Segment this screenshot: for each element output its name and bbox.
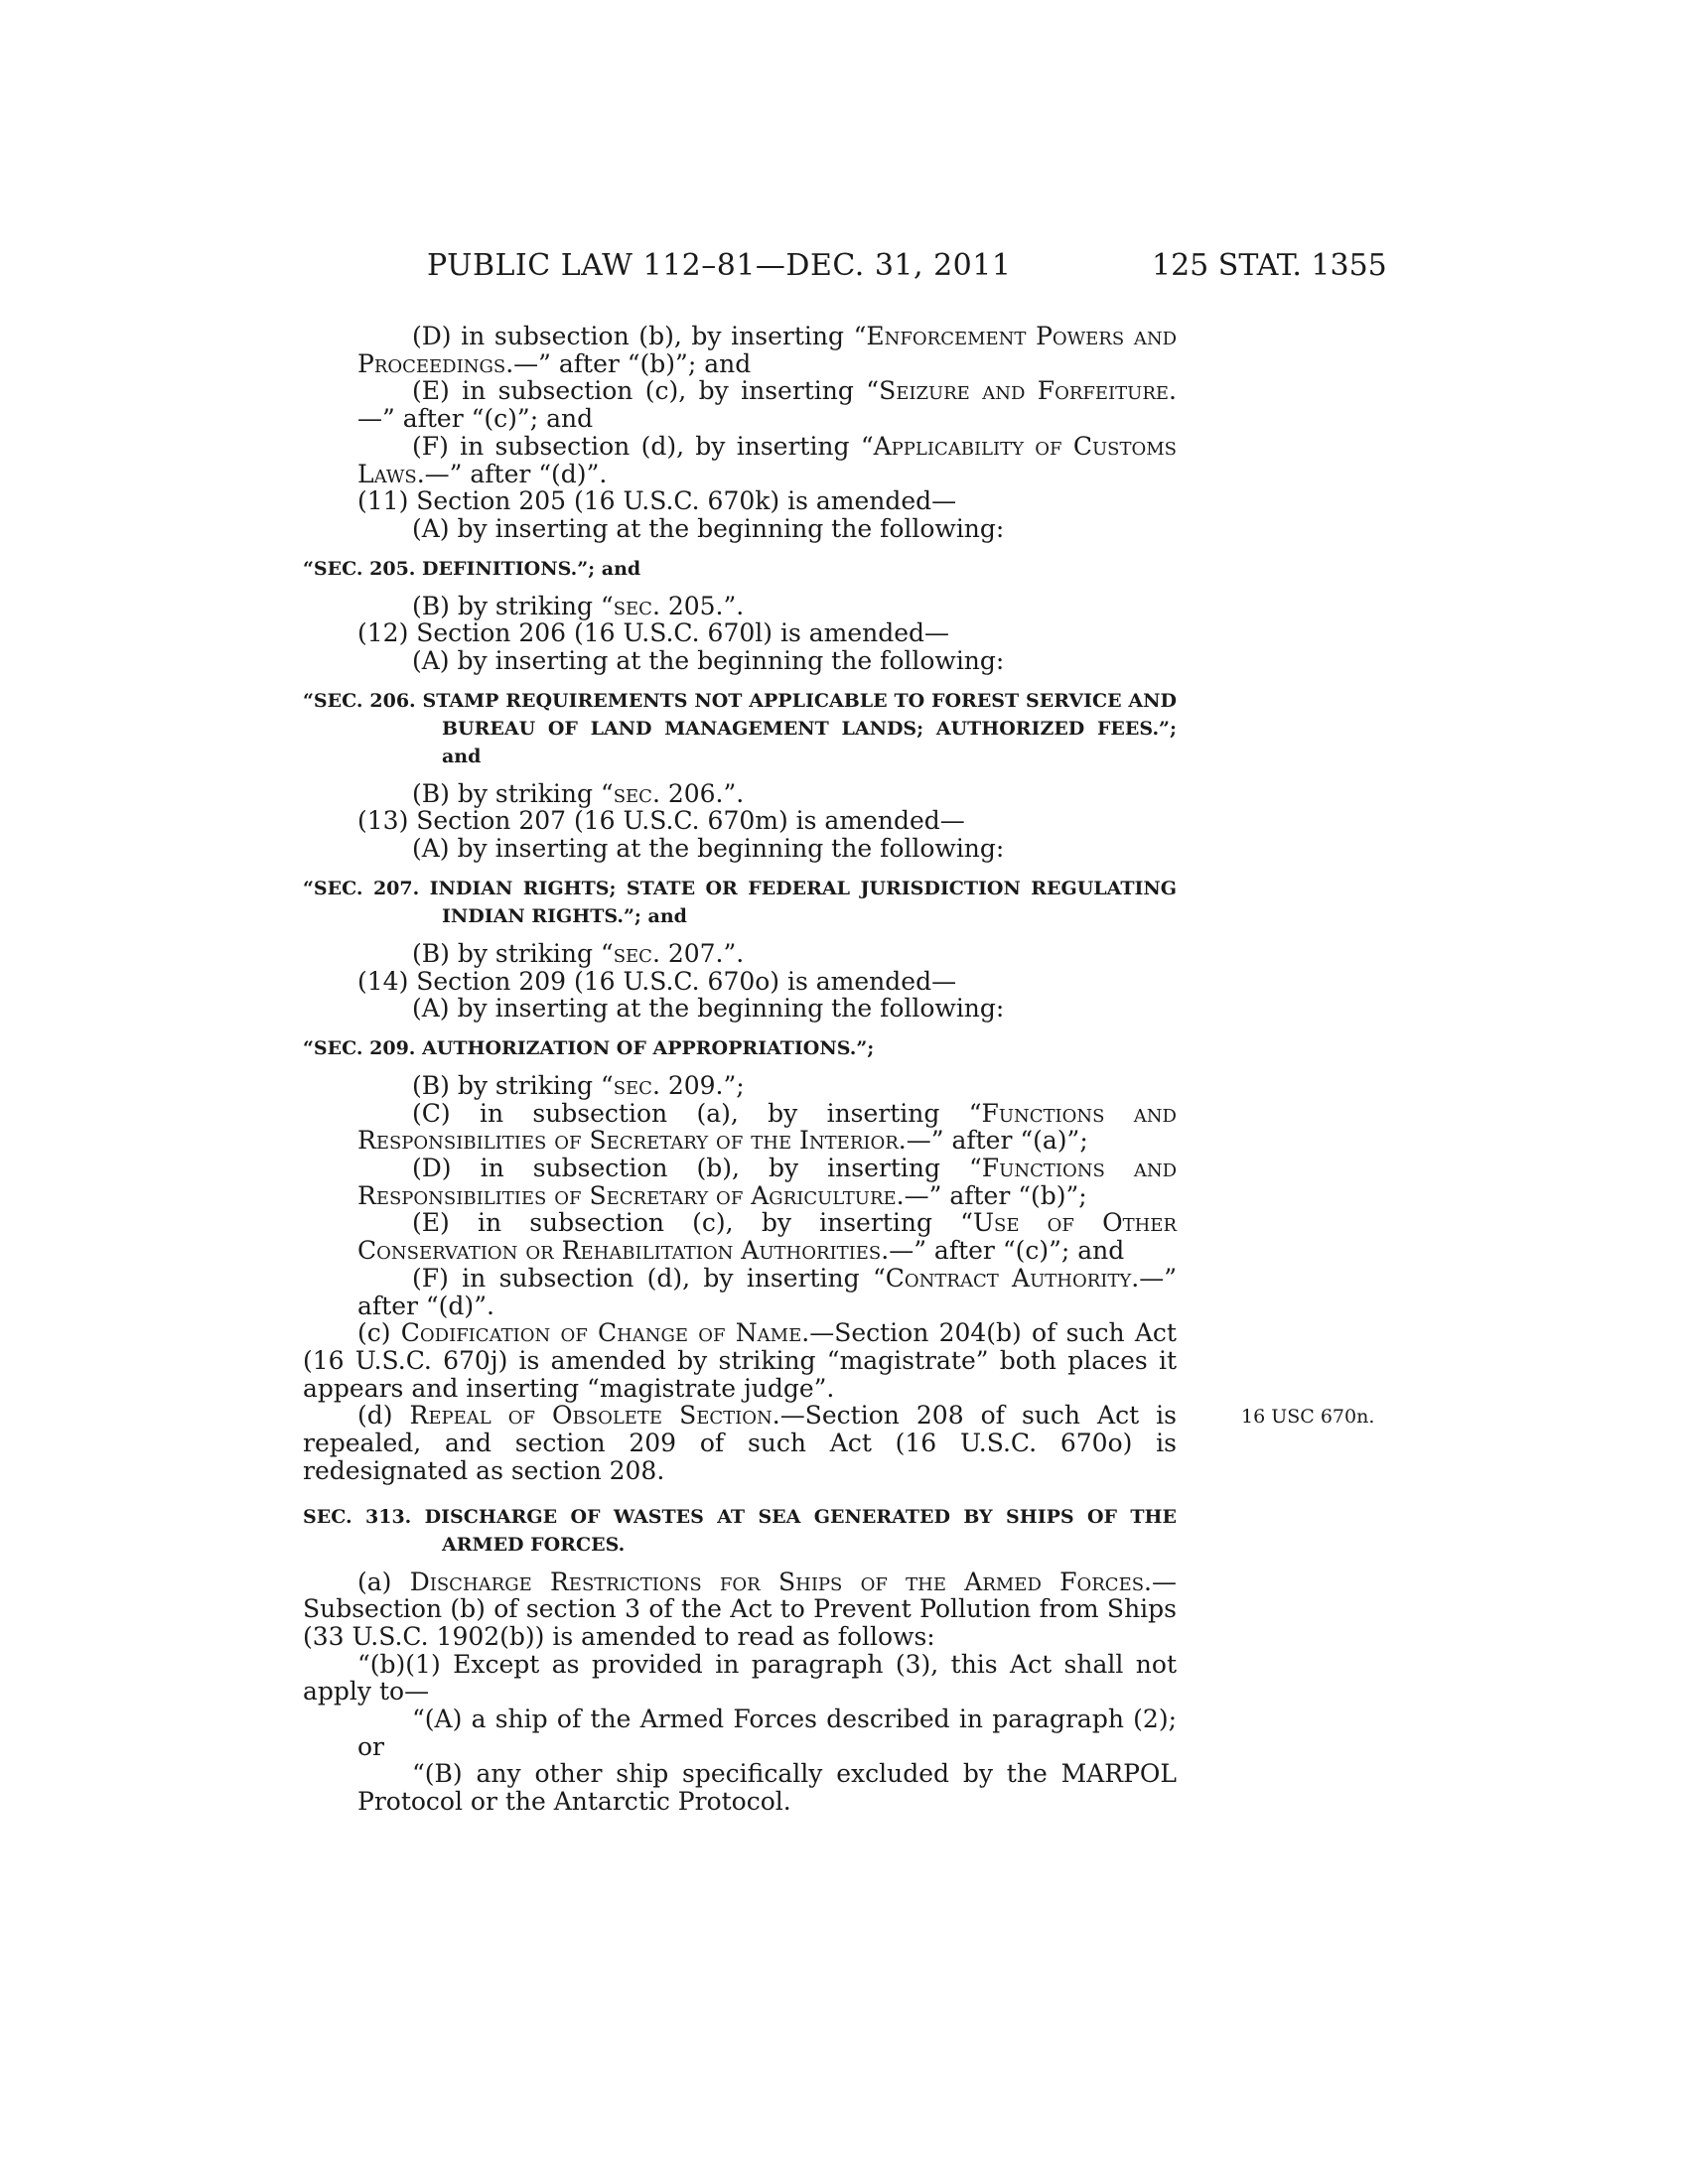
paragraph: (D) in subsection (b), by inserting “Enforcement Powers and Proceedings.—” after “(b)”; and <box>357 322 1177 378</box>
paragraph: (A) by inserting at the beginning the following: <box>412 834 1005 864</box>
section-heading: “SEC. 206. STAMP REQUIREMENTS NOT APPLICABLE TO FOREST SERVICE AND BUREAU OF LAND MANAGEMENT LANDS; AUTHORIZED FEES.”; and <box>303 689 1177 767</box>
paragraph: “(A) a ship of the Armed Forces described in paragraph (2); or <box>357 1705 1177 1761</box>
paragraph: (B) by striking “sec. 206.”. <box>412 778 745 808</box>
paragraph: (E) in subsection (c), by inserting “Seizure and Forfeiture.—” after “(c)”; and <box>357 376 1177 434</box>
paragraph: (12) Section 206 (16 U.S.C. 670l) is amended— <box>357 618 950 648</box>
paragraph: (A) by inserting at the beginning the following: <box>412 994 1005 1024</box>
paragraph: (a) Discharge Restrictions for Ships of the Armed Forces.—Subsection (b) of section 3 of the Act to Prevent Pollution from Ships (33 U.S.C. 1902(b)) is amended to read as follows: <box>303 1567 1177 1651</box>
page-header <box>0 248 1688 288</box>
paragraph: (C) in subsection (a), by inserting “Functions and Responsibilities of Secretary of the Interior.—” after “(a)”; <box>357 1098 1177 1156</box>
paragraph: (13) Section 207 (16 U.S.C. 670m) is amended— <box>357 806 965 836</box>
paragraph: “(B) any other ship specifically excluded by the MARPOL Protocol or the Antarctic Protocol. <box>357 1759 1177 1817</box>
document-body <box>303 322 1375 1817</box>
section-heading: SEC. 313. DISCHARGE OF WASTES AT SEA GENERATED BY SHIPS OF THE ARMED FORCES. <box>303 1505 1177 1556</box>
running-head-title: PUBLIC LAW 112–81—DEC. 31, 2011 <box>427 248 1012 283</box>
paragraph: (A) by inserting at the beginning the following: <box>412 646 1005 676</box>
section-heading: “SEC. 207. INDIAN RIGHTS; STATE OR FEDERAL JURISDICTION REGULATING INDIAN RIGHTS.”; and <box>303 877 1177 927</box>
page-number: 125 STAT. 1355 <box>1152 248 1387 283</box>
paragraph: (B) by striking “sec. 205.”. <box>412 591 745 620</box>
paragraph: (B) by striking “sec. 209.”; <box>412 1070 745 1100</box>
paragraph: (11) Section 205 (16 U.S.C. 670k) is amended— <box>357 486 957 516</box>
section-heading: “SEC. 209. AUTHORIZATION OF APPROPRIATIONS.”; <box>303 1036 875 1059</box>
margin-citation: 16 USC 670n. <box>1241 1406 1375 1429</box>
paragraph: (14) Section 209 (16 U.S.C. 670o) is amended— <box>357 966 957 996</box>
paragraph: (d) Repeal of Obsolete Section.—Section 208 of such Act is repealed, and section 209 of such Act (16 U.S.C. 670o) is redesignated as section 208. 16 USC 670n. <box>303 1401 1375 1485</box>
paragraph: (B) by striking “sec. 207.”. <box>412 938 745 968</box>
section-heading: “SEC. 205. DEFINITIONS.”; and <box>303 557 641 580</box>
paragraph: (E) in subsection (c), by inserting “Use of Other Conservation or Rehabilitation Authorities.—” after “(c)”; and <box>357 1208 1177 1266</box>
paragraph: “(b)(1) Except as provided in paragraph (3), this Act shall not apply to— <box>303 1649 1177 1706</box>
paragraph: (F) in subsection (d), by inserting “Contract Authority.—” after “(d)”. <box>357 1263 1177 1320</box>
paragraph: (F) in subsection (d), by inserting “Applicability of Customs Laws.—” after “(d)”. <box>357 431 1177 488</box>
paragraph: (A) by inserting at the beginning the following: <box>412 513 1005 543</box>
paragraph: (D) in subsection (b), by inserting “Functions and Responsibilities of Secretary of Agriculture.—” after “(b)”; <box>357 1154 1178 1210</box>
paragraph: (c) Codification of Change of Name.—Section 204(b) of such Act (16 U.S.C. 670j) is amended by striking “magistrate” both places it appears and inserting “magistrate judge”. <box>303 1318 1177 1403</box>
